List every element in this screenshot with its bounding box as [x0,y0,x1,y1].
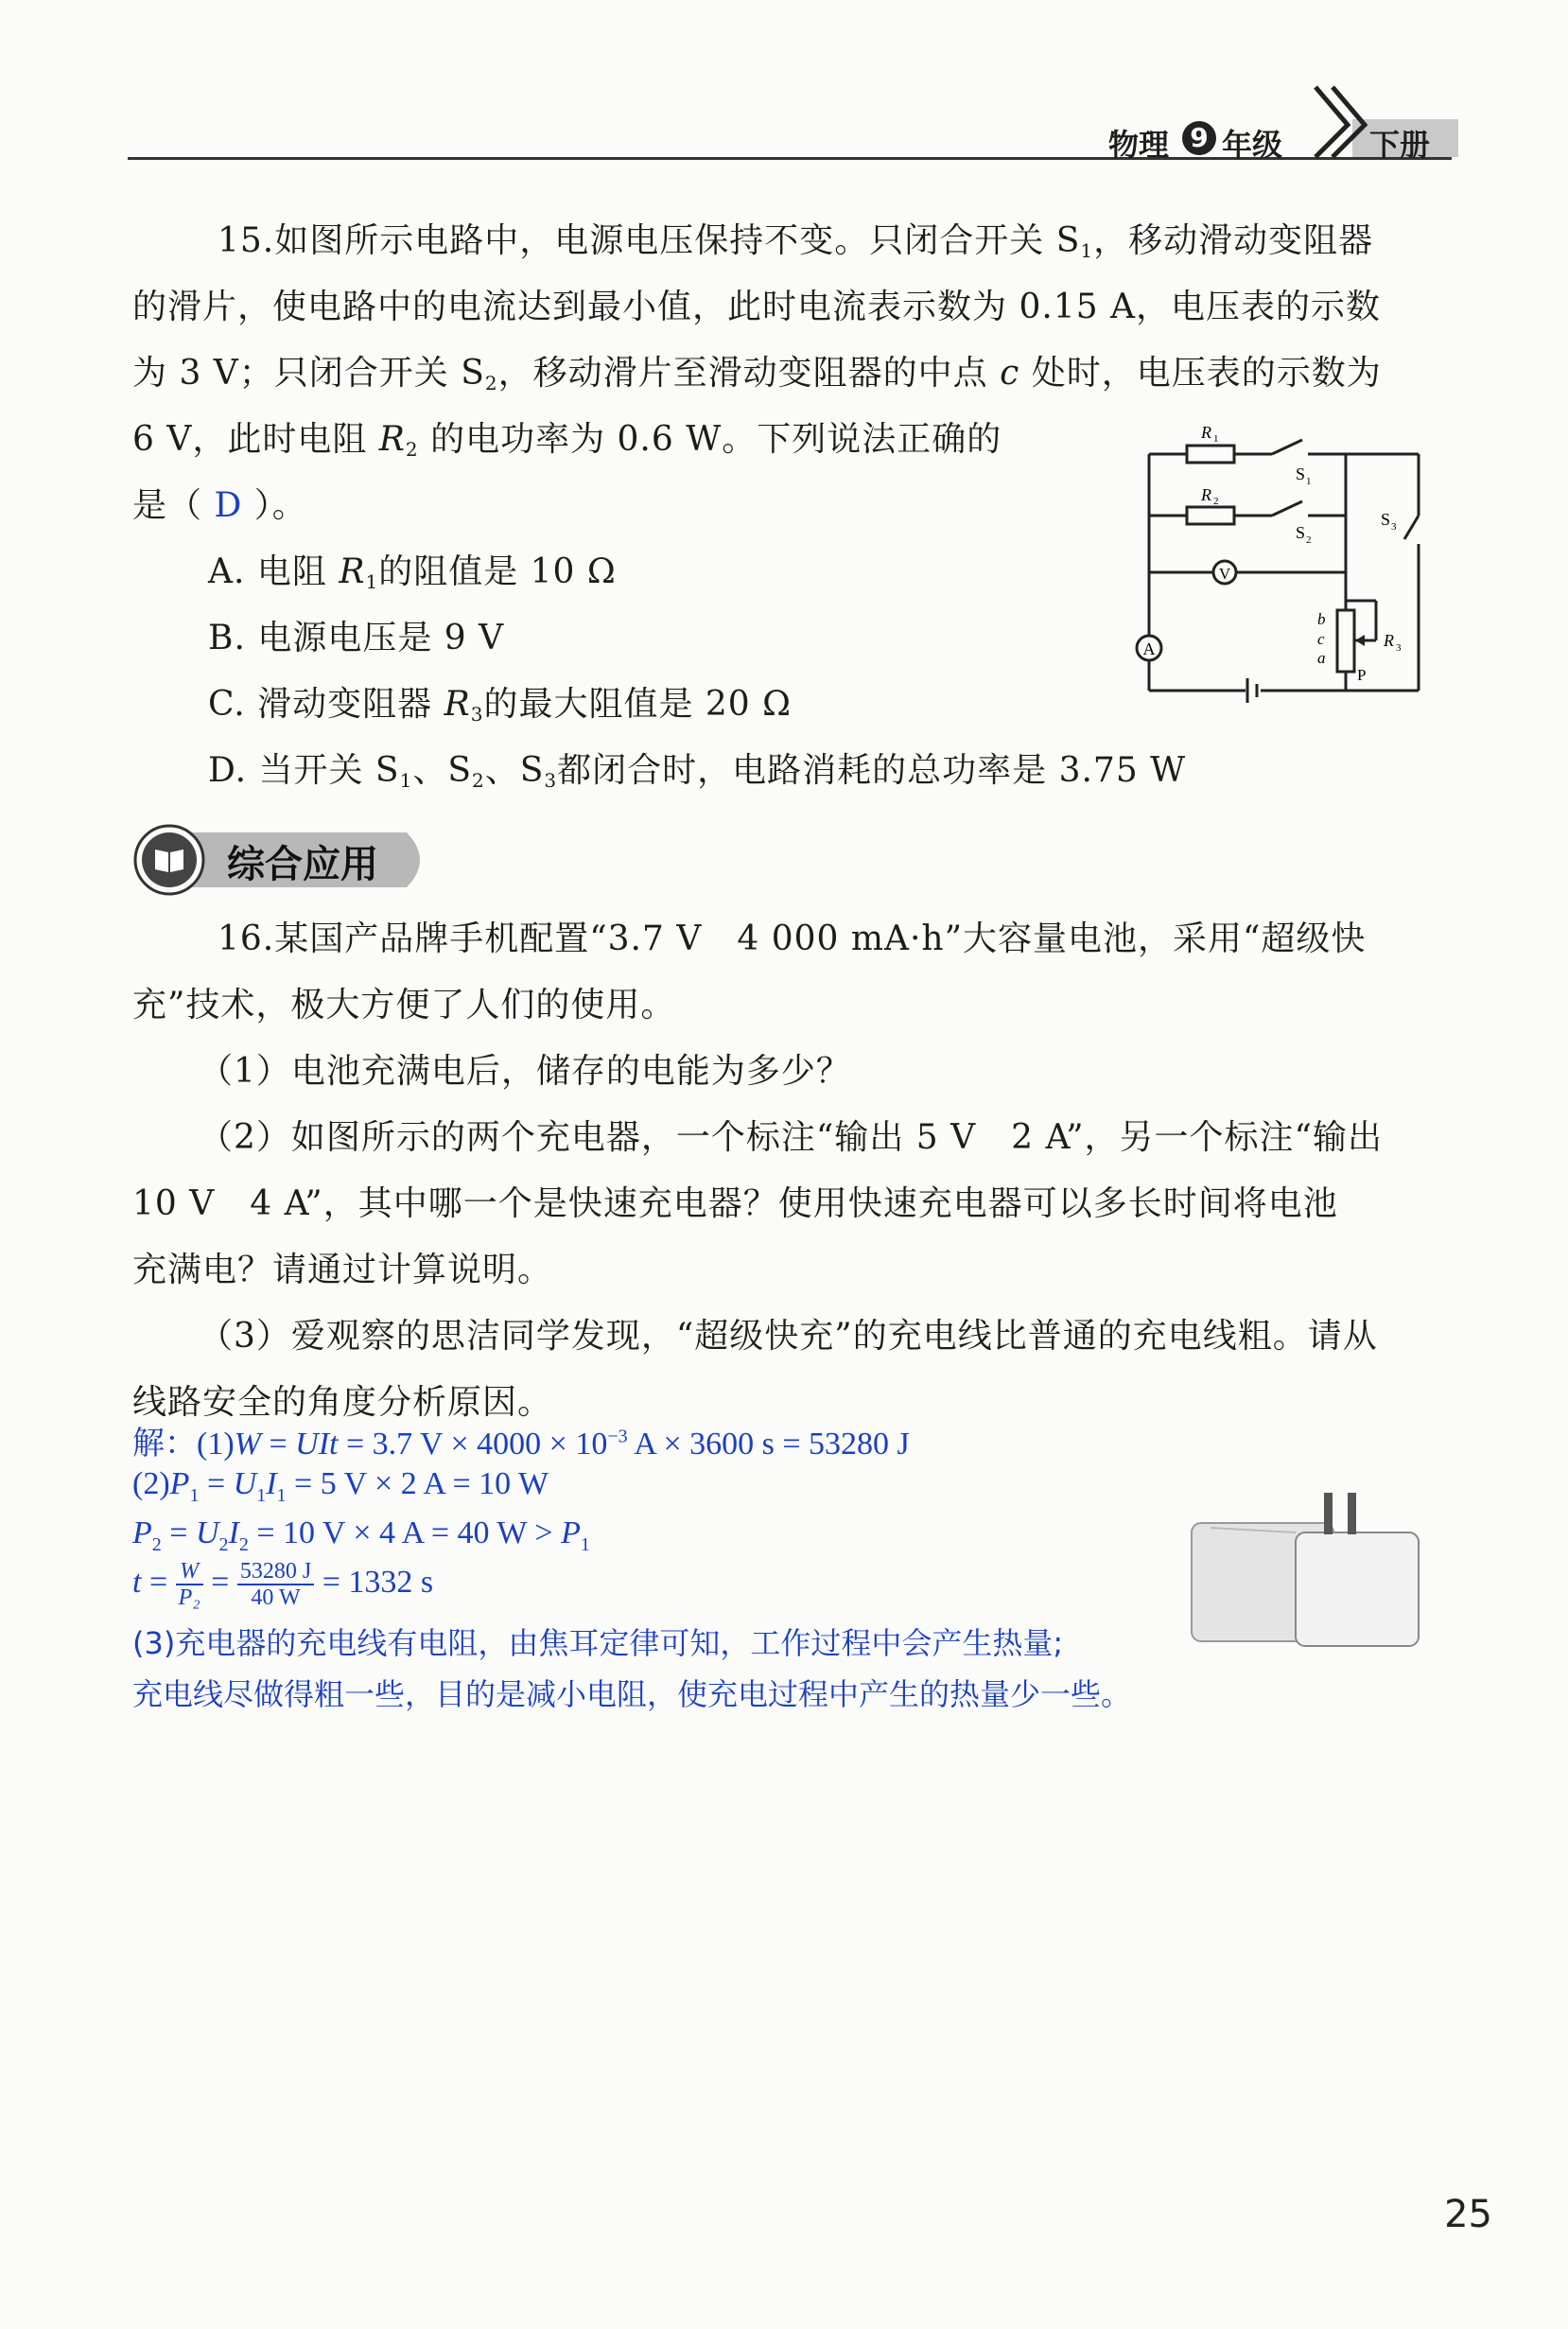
q16-line1: 16.某国产品牌手机配置“3.7 V 4 000 mA·h”大容量电池，采用“超级快 [218,919,1367,958]
q15-option-b: B. 电源电压是 9 V [208,619,505,657]
answer-line6: 充电线尽做得粗一些，目的是减小电阻，使充电过程中产生的热量少一些。 [132,1676,1132,1712]
q15-line1: 15.如图所示电路中，电源电压保持不变。只闭合开关 $S_1$，移动滑动变阻器 [218,221,1374,262]
q15-line5: 是（ D ）。 [132,486,307,525]
charger-image [1182,1476,1428,1655]
fraction-energy-over-power: $\frac{53280 J}{40 W}$ [237,1559,314,1610]
section-title: 综合应用 [227,843,378,886]
answer-line5: (3)充电器的充电线有电阻，由焦耳定律可知，工作过程中会产生热量; [132,1625,1064,1661]
fraction-w-over-p2: $\frac{W}{\text{P₂}}$ [176,1559,203,1610]
r1-label-sub: 1 [1213,433,1219,445]
q15-option-d: D. 当开关 $S_1$、$S_2$、$S_3$都闭合时，电路消耗的总功率是 3.75 W [208,751,1187,792]
s3-label-sub: 3 [1391,521,1397,533]
rheostat-c-label: c [1317,630,1325,648]
s1-label-sub: 1 [1306,476,1312,487]
q15-line3: 为 3 V；只闭合开关 $S_2$，移动滑片至滑动变阻器的中点 c 处时，电压表的示数为 [132,354,1382,394]
r2-label: R [1201,485,1211,504]
grade-number-badge: 9 [1182,121,1216,155]
s2-label-sub: 2 [1306,534,1312,546]
circuit-diagram [1130,412,1442,714]
r2-label-sub: 2 [1213,496,1219,507]
s2-label: S [1296,523,1306,542]
slider-p-label: P [1357,666,1367,684]
answer-line4: t = $\frac{W}{\text{P₂}}$ = $\frac{53280 J}{40 W}$ = 1332 s [132,1559,434,1610]
rheostat-a-label: a [1317,649,1326,667]
answer-line2: $(2)P_1 = U_1I_1 = 5$ V × 2 A = 10 W [132,1466,549,1506]
q15-option-a: A. 电阻 $R_1$的阻值是 10 Ω [208,552,617,593]
s3-label: S [1381,510,1391,529]
ammeter-label: A [1142,639,1156,658]
answer-line3: $P_2 = U_2I_2 = 10$ V × 4 A = 40 $W > P_1$ [132,1515,590,1555]
q15-line2: 的滑片，使电路中的电流达到最小值，此时电流表示数为 0.15 A，电压表的示数 [132,288,1382,326]
r3-label-sub: 3 [1396,642,1402,654]
q16-part3-line2: 线路安全的角度分析原因。 [132,1383,553,1422]
header-volume: 下册 [1369,127,1431,163]
voltmeter-label: V [1218,565,1231,583]
page-number: 25 [1444,2193,1492,2236]
q15-option-c: C. 滑动变阻器 $R_3$的最大阻值是 20 Ω [208,685,792,726]
q16-part1: （1）电池充满电后，储存的电能为多少？ [199,1052,851,1091]
header-subject: 物理 [1108,127,1170,163]
q16-part2-line2: 10 V 4 A”，其中哪一个是快速充电器？使用快速充电器可以多长时间将电池 [132,1184,1338,1223]
q15-line4: 6 V，此时电阻 $R_2$ 的电功率为 0.6 W。下列说法正确的 [132,420,1002,461]
r3-label: R [1384,631,1394,650]
answer-line1: 解：(1)W = UIt = 3.7 $V \times 4000 \times 10^{-3}$ A × 3600 s = 53280 J [132,1426,910,1462]
rheostat-b-label: b [1317,610,1326,628]
double-chevron-icon [1310,85,1370,159]
s1-label: S [1296,464,1306,483]
q16-part3-line1: （3）爱观察的思洁同学发现，“超级快充”的充电线比普通的充电线粗。请从 [199,1317,1378,1356]
header-grade-label: 年级 [1222,127,1283,163]
q16-line2: 充”技术，极大方便了人们的使用。 [132,986,676,1024]
q15-answer: D [214,486,243,525]
r1-label: R [1201,423,1211,442]
q16-part2-line1: （2）如图所示的两个充电器，一个标注“输出 5 V 2 A”，另一个标注“输出 [199,1118,1383,1157]
q16-part2-line3: 充满电？请通过计算说明。 [132,1251,553,1289]
